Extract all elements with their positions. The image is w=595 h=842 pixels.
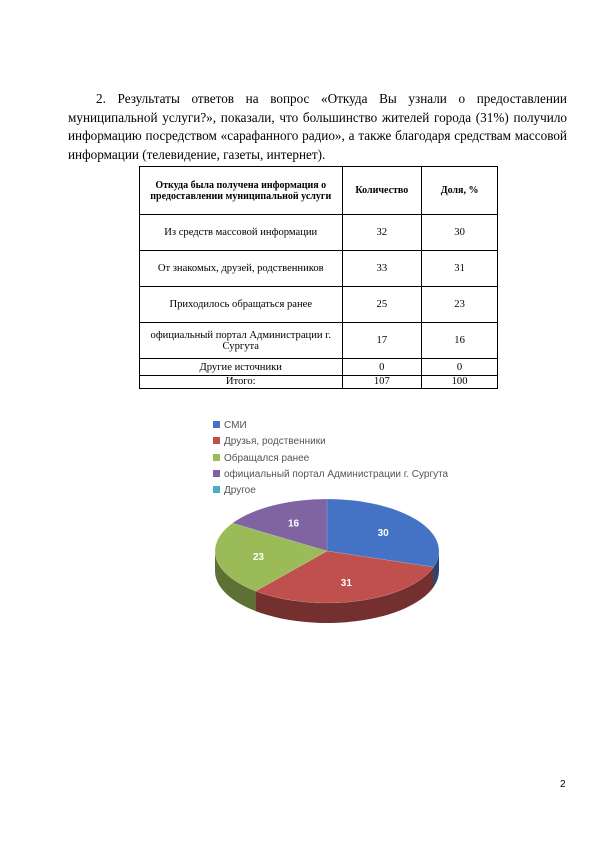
legend-item xyxy=(213,451,448,467)
legend-item xyxy=(213,467,448,483)
cell-count: 32 xyxy=(342,215,422,251)
cell-count: 0 xyxy=(342,359,422,376)
legend-label: Обращался ранее xyxy=(224,452,310,464)
header-count: Количество xyxy=(342,167,422,215)
pie-data-label: 23 xyxy=(252,552,264,564)
legend-item xyxy=(213,434,448,450)
cell-share: 0 xyxy=(422,359,498,376)
cell-count: 33 xyxy=(342,251,422,287)
table-row xyxy=(140,323,498,359)
survey-table xyxy=(139,166,498,389)
legend-swatch xyxy=(213,437,220,444)
cell-source: Из средств массовой информации xyxy=(140,215,343,251)
legend-label: официальный портал Администрации г. Сургута xyxy=(224,468,449,480)
pie-data-label: 30 xyxy=(377,528,389,540)
header-source: Откуда была получена информация о предоставлении муниципальной услуги xyxy=(140,167,343,215)
cell-source: Другие источники xyxy=(140,359,343,376)
legend-item xyxy=(213,418,448,434)
pie-chart xyxy=(200,490,455,640)
pie-data-label: 16 xyxy=(287,518,300,530)
cell-source: От знакомых, друзей, родственников xyxy=(140,251,343,287)
legend-label: СМИ xyxy=(224,420,247,431)
table-total-row xyxy=(140,376,498,389)
table-row xyxy=(140,215,498,251)
intro-paragraph: 2. Результаты ответов на вопрос «Откуда Вы узнали о предоставлении муниципальной услуги?», показали, что большинство жителей города (31%) получило информацию посредством «сарафанного радио», а также благодаря средствам массовой информации (телевидение, газеты, интернет). xyxy=(68,91,567,162)
legend-swatch xyxy=(213,470,220,477)
cell-count: 17 xyxy=(342,323,422,359)
header-share: Доля, % xyxy=(422,167,498,215)
cell-count: 25 xyxy=(342,287,422,323)
cell-share: 16 xyxy=(422,323,498,359)
legend-swatch xyxy=(213,454,220,461)
legend-swatch xyxy=(213,421,220,428)
table-row xyxy=(140,251,498,287)
table-header-row xyxy=(140,167,498,215)
chart-legend xyxy=(213,418,448,499)
cell-source: официальный портал Администрации г. Сургута xyxy=(140,323,343,359)
cell-share: 31 xyxy=(422,251,498,287)
cell-source: Приходилось обращаться ранее xyxy=(140,287,343,323)
table-row xyxy=(140,359,498,376)
cell-total-label: Итого: xyxy=(140,376,343,389)
cell-total-share: 100 xyxy=(422,376,498,389)
legend-label: Другое xyxy=(224,485,256,497)
cell-share: 30 xyxy=(422,215,498,251)
cell-total-count: 107 xyxy=(342,376,422,389)
page-number: 2 xyxy=(560,779,566,790)
cell-share: 23 xyxy=(422,287,498,323)
pie-data-label: 31 xyxy=(340,577,352,589)
legend-label: Друзья, родственники xyxy=(224,436,326,448)
table-row xyxy=(140,287,498,323)
